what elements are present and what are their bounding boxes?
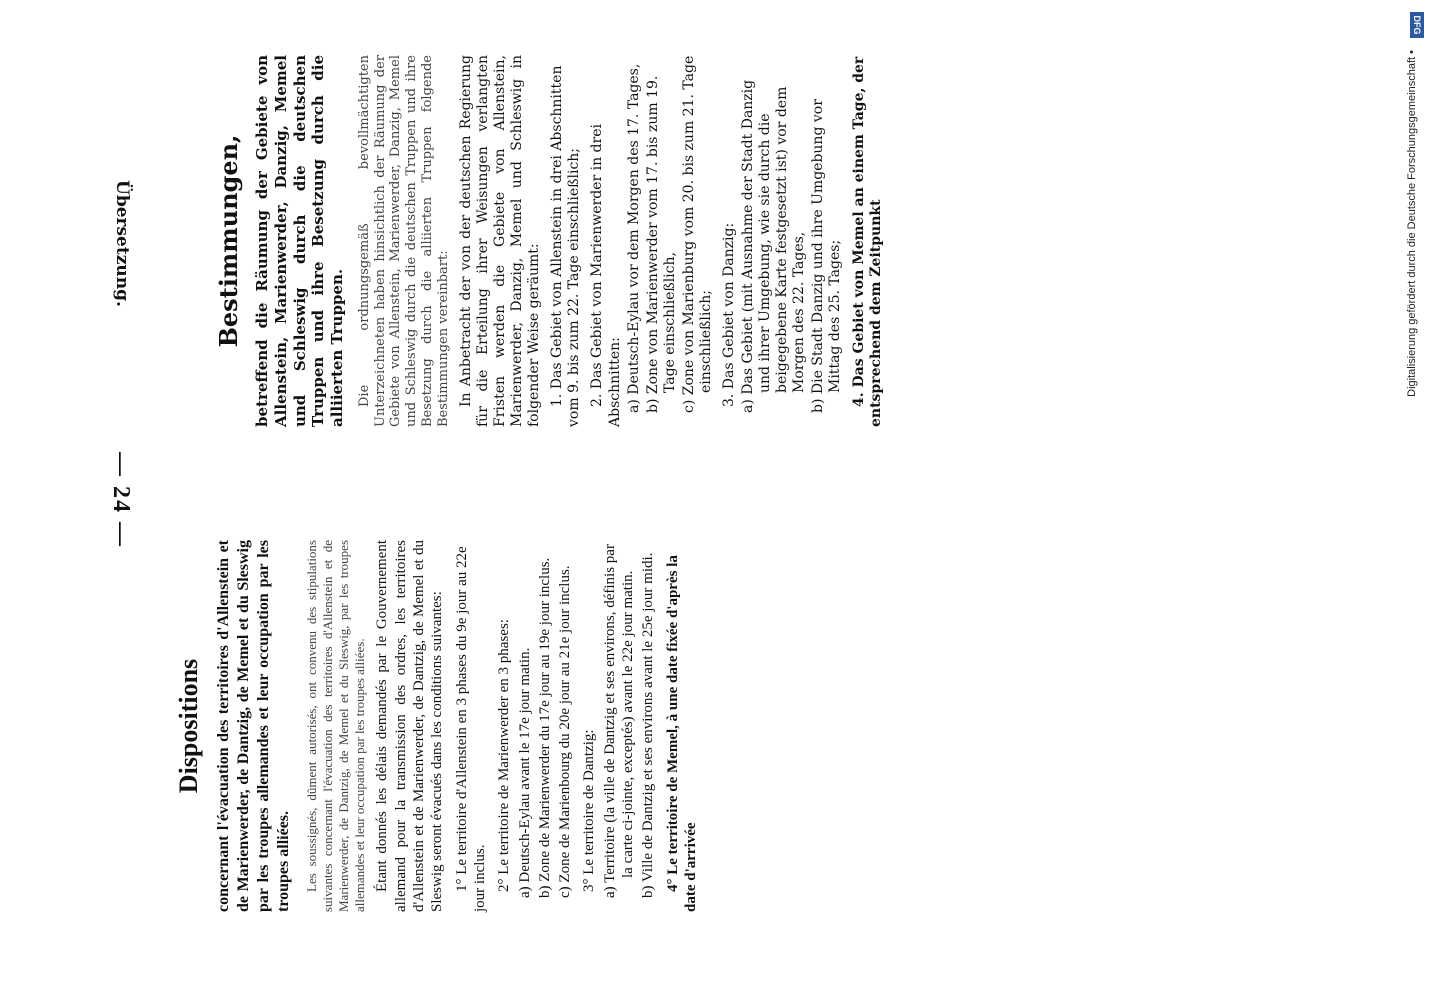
translation-label: Übersetzung.: [112, 180, 132, 307]
french-item-2c: c) Zone de Marienbourg du 20e jour au 21e jour inclus.: [557, 565, 574, 898]
german-item-3: 3. Das Gebiet von Danzig:: [721, 222, 737, 407]
dfg-logo: DFG: [1410, 12, 1424, 38]
german-intro: Die ordnungsgemäß bevollmächtigten Unterzeichneten haben hinsichtlich der Räumung der Gebiete von Allenstein, Marienwerder, Danzig, Memel und Schleswig durch die deutschen Truppen und ihre Besetzung durch die alliierten Truppen folgende Bestimmungen vereinbart:: [356, 55, 452, 427]
french-item-2a: a) Deutsch-Eylau avant le 17e jour matin.: [516, 647, 533, 898]
german-item-3b: b) Die Stadt Danzig und ihre Umgebung vor Mittag des 25. Tages;: [810, 99, 844, 413]
french-item-3: 3° Le territoire de Dantzig:: [581, 729, 598, 892]
french-column: [174, 540, 699, 912]
german-subtitle: betreffend die Räumung der Gebiete von Allenstein, Marienwerder, Danzig, Memel und Schleswig durch die deutschen Truppen und ihre Besetzung durch die alliierten Truppen.: [253, 55, 346, 427]
digitization-note: Digitalisierung gefördert durch die Deutsche Forschungsgemeinschaft •: [1406, 50, 1418, 397]
german-item-1: 1. Das Gebiet von Allenstein in drei Abschnitten vom 9. bis zum 22. Tage einschließlich;: [549, 65, 583, 427]
french-item-2b: b) Zone de Marienwerder du 17e jour au 19e jour inclus.: [536, 557, 553, 898]
french-item-4: 4° Le territoire de Memel, à une date fixée d'après la date d'arrivée: [664, 555, 699, 912]
french-item-2: 2° Le territoire de Marienwerder en 3 phases:: [496, 619, 513, 892]
digitization-credit: [1404, 0, 1434, 1000]
french-item-1: 1° Le territoire d'Allenstein en 3 phases du 9e jour au 22e jour inclus.: [453, 546, 488, 912]
german-column: [214, 55, 884, 427]
french-item-3a: a) Territoire (la ville de Dantzig et ses environs, définis par la carte ci-jointe, exceptés) avant le 22e jour matin.: [601, 544, 636, 898]
german-item-2c: c) Zone von Marienburg vom 20. bis zum 21. Tage einschließlich;: [680, 55, 714, 413]
french-subtitle: concernant l'évacuation des territoires d'Allenstein et de Marienwerder, de Dantzig, de Memel et du Sleswig par les troupes allemandes et leur occupation par les troupes alliées.: [215, 540, 292, 912]
page-number: — 24 —: [108, 452, 134, 548]
french-intro: Les soussignés, dûment autorisés, ont convenu des stipulations suivantes concernant l'évacuation des territoires d'Allenstein et de Marienwerder, de Dantzig, de Memel et du Sleswig, par les troupes allemandes et leur occupation par les troupes alliées.: [304, 540, 367, 912]
german-item-3a: a) Das Gebiet (mit Ausnahme der Stadt Danzig und ihrer Umgebung, wie sie durch die beigegebene Karte festgesetzt ist) vor dem Morgen des 22. Tages,: [740, 79, 808, 413]
french-item-3b: b) Ville de Dantzig et ses environs avant le 25e jour midi.: [640, 552, 657, 898]
german-item-4: 4. Das Gebiet von Memel an einem Tage, der entsprechend dem Zeitpunkt: [850, 56, 884, 427]
french-title: Dispositions: [174, 658, 203, 794]
german-title: Bestimmungen,: [214, 134, 243, 348]
french-paragraph: Étant donnés les délais demandés par le Gouvernement allemand pour la transmission des ordres, les territoires d'Allenstein et de Marienwerder, de Dantzig, de Memel et du Sleswig seront évacués dans les conditions suivantes:: [374, 540, 446, 912]
german-item-2a: a) Deutsch-Eylau vor dem Morgen des 17. Tages,: [625, 63, 642, 413]
german-item-2b: b) Zone von Marienwerder vom 17. bis zum 19. Tage einschließlich,: [644, 75, 678, 413]
german-item-2: 2. Das Gebiet von Marienwerder in drei Abschnitten:: [589, 124, 623, 427]
german-paragraph: In Anbetracht der von der deutschen Regierung für die Erteilung ihrer Weisungen verlangten Fristen werden die Gebiete von Allenstein, Marienwerder, Danzig, Memel und Schleswig in folgender Weise geräumt:: [457, 55, 543, 427]
page-header: [94, 0, 134, 1000]
